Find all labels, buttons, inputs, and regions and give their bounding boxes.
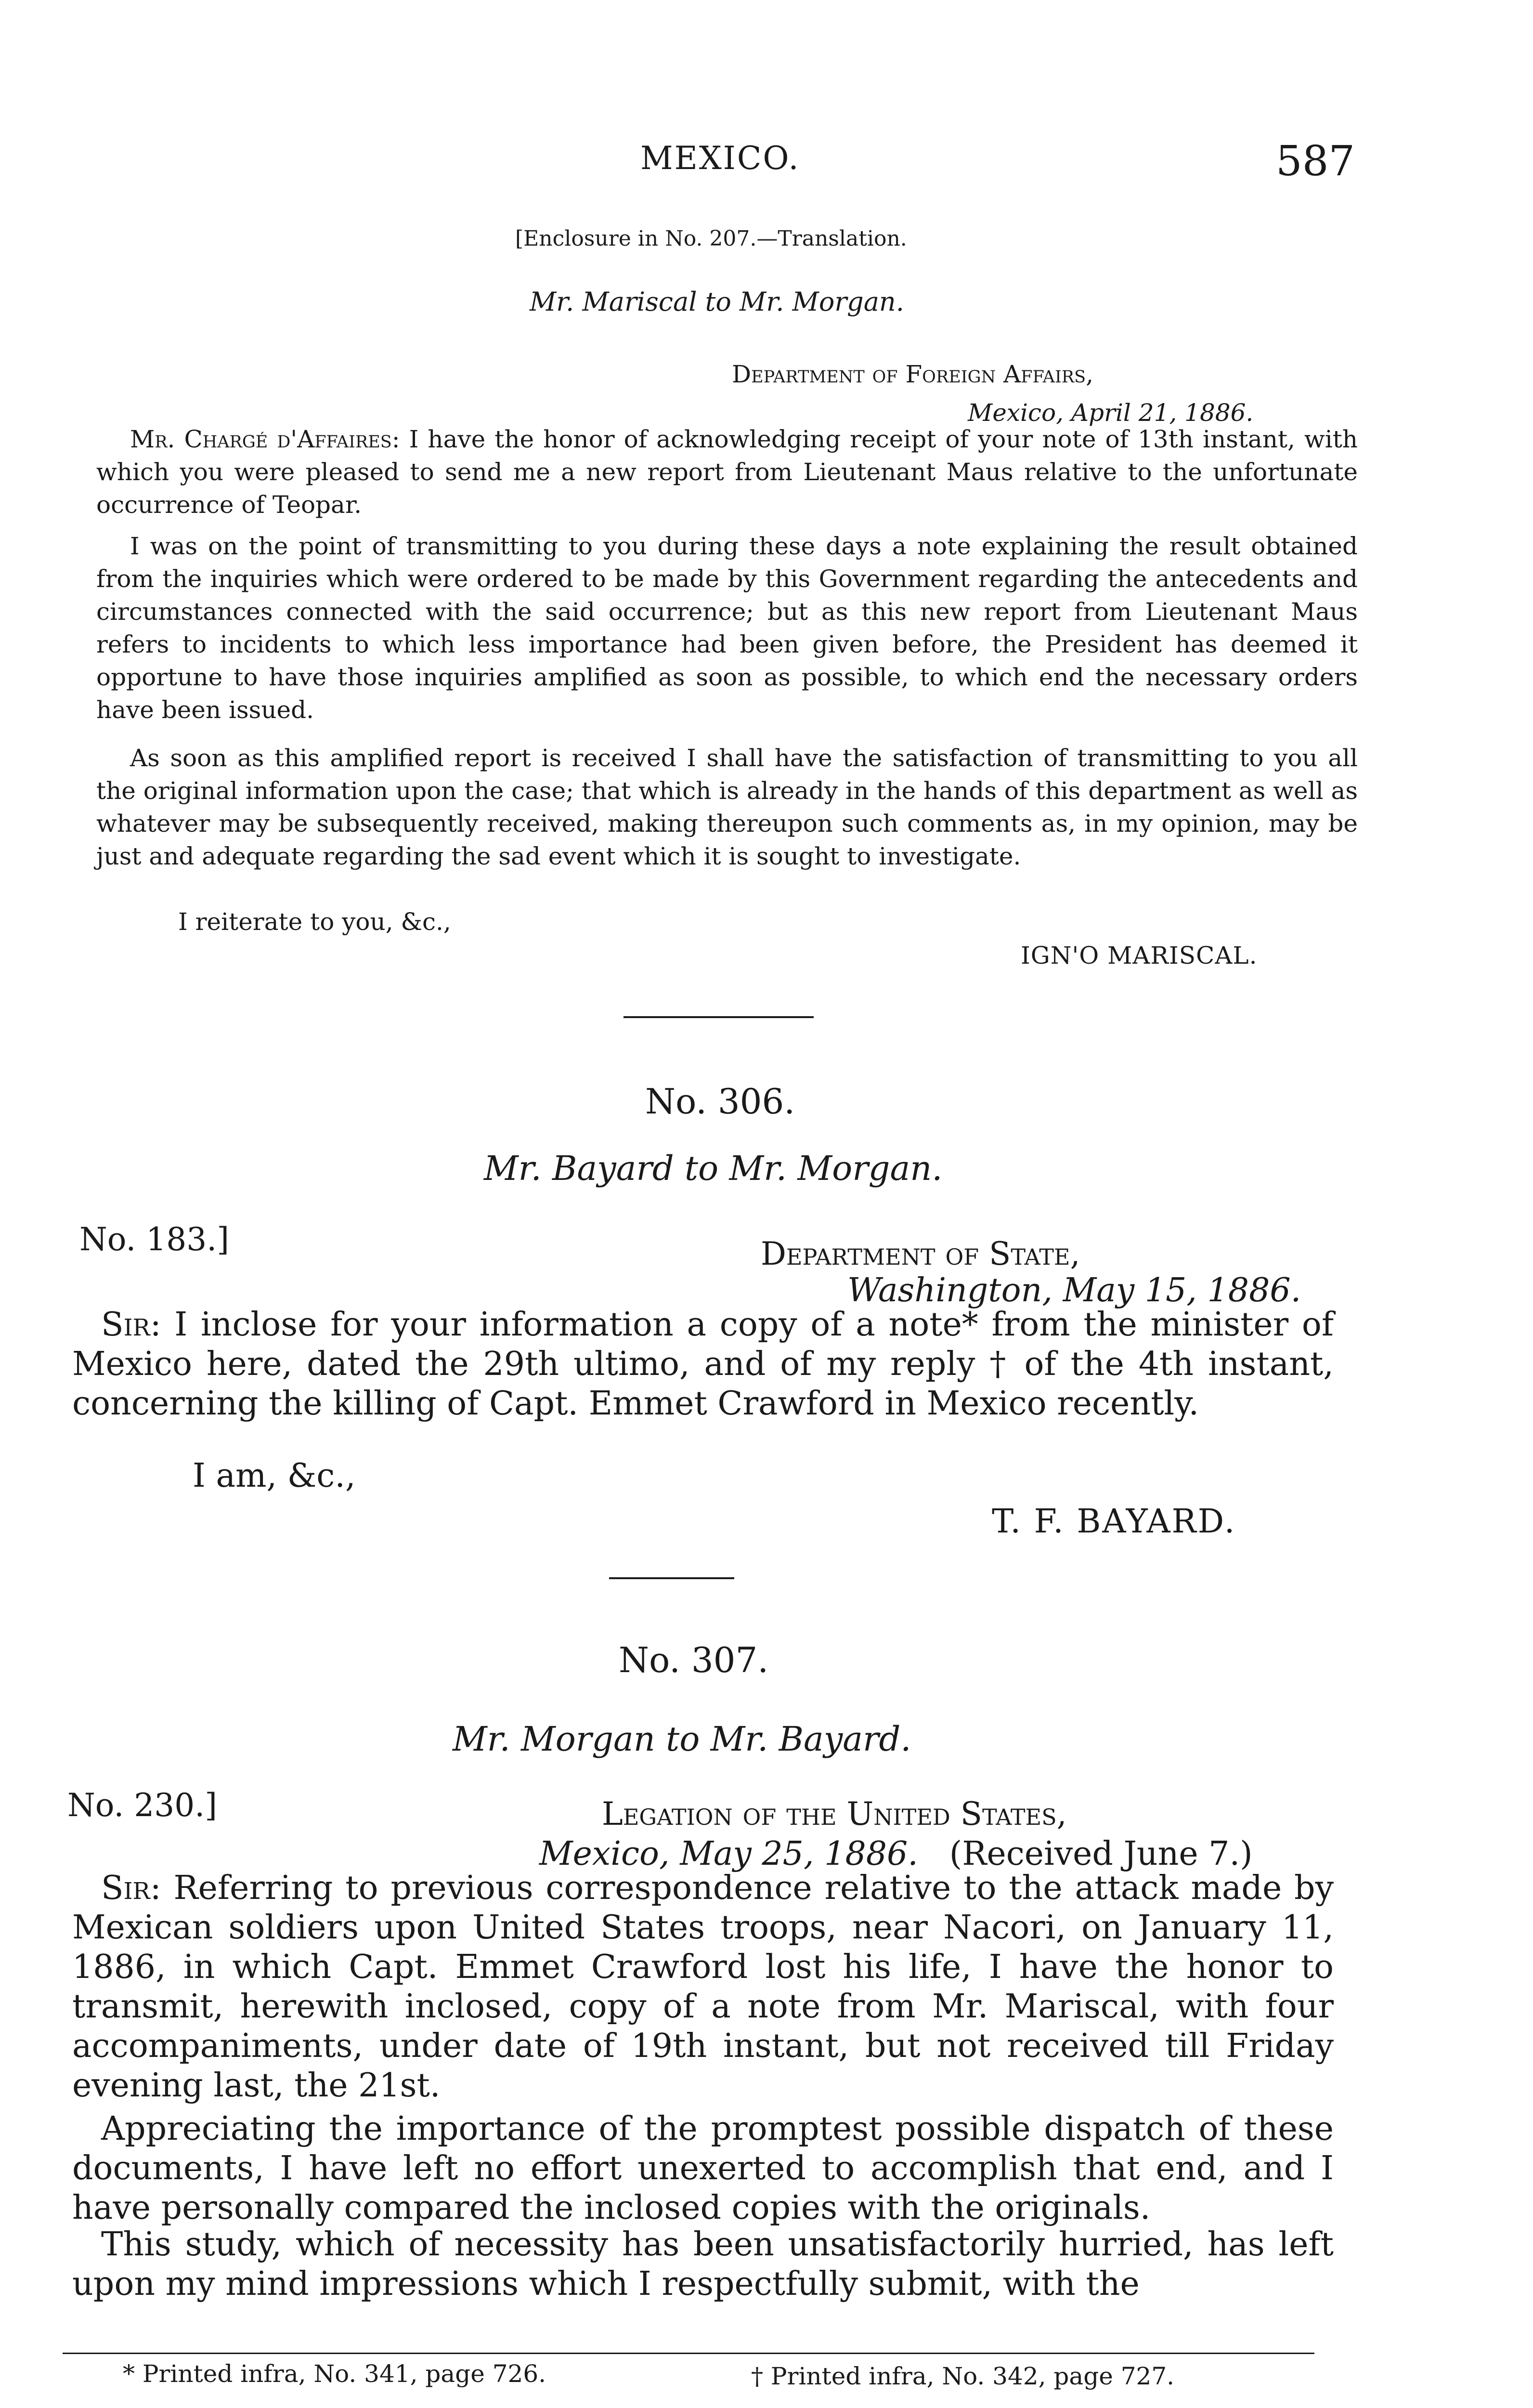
enclosure-paragraph-1: Mr. Chargé d'Affaires: I have the honor of acknowledging receipt of your note of 13th instant, with which you were pleased to send me a new report from Lieutenant Maus relative to the unfortunate occurrence of Teopar. <box>96 425 1358 519</box>
document-306-date: Washington, May 15, 1886. <box>847 1271 1301 1309</box>
enclosure-label: [Enclosure in No. 207.—Translation. <box>515 226 907 251</box>
document-306-reference: No. 183.] <box>79 1221 229 1258</box>
document-307-salutation: Sir <box>101 1869 150 1907</box>
footnote-2: † Printed infra, No. 342, page 727. <box>751 2362 1175 2390</box>
document-306-salutation: Sir <box>101 1306 150 1344</box>
section-divider <box>624 1016 814 1018</box>
enclosure-date: Mexico, April 21, 1886. <box>968 399 1254 427</box>
enclosure-paragraph-3: As soon as this amplified report is received I shall have the satisfaction of transmitting to you all the original information upon the case; that which is already in the hands of this department as well as whatever may be subsequently received, making thereupon such comments as, in my opinion, may be just and adequate regarding the sad event which it is sought to investigate. <box>96 744 1358 870</box>
enclosure-salutation: Mr. Chargé d'Affaires <box>130 425 392 453</box>
enclosure-closing: I reiterate to you, &c., <box>178 908 451 936</box>
document-307-paragraph-2: Appreciating the importance of the promptest possible dispatch of these documents, I have left no effort unexerted to accomplish that end, and I have personally compared the inclosed copies with the originals. <box>72 2110 1334 2227</box>
section-divider <box>609 1577 734 1579</box>
footnote-rule <box>63 2353 1314 2354</box>
document-307-paragraph-1: Sir: Referring to previous correspondence relative to the attack made by Mexican soldiers upon United States troops, near Nacori, on January 11, 1886, in which Capt. Emmet Crawford lost his life, I have the honor to transmit, herewith inclosed, copy of a note from Mr. Mariscal, with four accompaniments, under date of 19th instant, but not received till Friday evening last, the 21st. <box>72 1869 1334 2105</box>
running-head: MEXICO. <box>640 140 800 177</box>
footnote-1: * Printed infra, No. 341, page 726. <box>123 2360 546 2388</box>
page-number: 587 <box>1276 137 1355 185</box>
document-306-signature: T. F. BAYARD. <box>992 1503 1236 1541</box>
document-number-307: No. 307. <box>619 1640 769 1680</box>
enclosure-title: Mr. Mariscal to Mr. Morgan. <box>530 287 904 317</box>
document-306-title: Mr. Bayard to Mr. Morgan. <box>484 1149 943 1188</box>
document-307-legation: Legation of the United States, <box>602 1795 1067 1832</box>
document-306-closing: I am, &c., <box>193 1457 356 1495</box>
document-307-paragraph-3: This study, which of necessity has been unsatisfactorily hurried, has left upon my mind impressions which I respectfully submit, with the <box>72 2225 1334 2303</box>
enclosure-paragraph-2: I was on the point of transmitting to you during these days a note explaining the result obtained from the inquiries which were ordered to be made by this Government regarding the antecedents and circumstances connected with the said occurrence; but as this new report from Lieutenant Maus refers to incidents to which less importance had been given before, the President has deemed it opportune to have those inquiries amplified as soon as possible, to which end the necessary orders have been issued. <box>96 532 1358 724</box>
document-307-reference: No. 230.] <box>67 1787 217 1824</box>
document-number-306: No. 306. <box>645 1081 795 1122</box>
enclosure-signature: IGN'O MARISCAL. <box>1021 942 1258 969</box>
document-307-received: (Received June 7.) <box>949 1835 1253 1873</box>
document-306-body: Sir: I inclose for your information a copy of a note* from the minister of Mexico here, dated the 29th ultimo, and of my reply † of the 4th instant, concerning the killing of Capt. Emmet Crawford in Mexico recently. <box>72 1306 1334 1423</box>
document-307-date: Mexico, May 25, 1886. <box>539 1835 918 1873</box>
document-307-title: Mr. Morgan to Mr. Bayard. <box>453 1719 911 1759</box>
enclosure-department: Department of Foreign Affairs, <box>732 360 1094 388</box>
document-307-date-line <box>539 1835 1253 1873</box>
document-306-department: Department of State, <box>761 1235 1080 1272</box>
